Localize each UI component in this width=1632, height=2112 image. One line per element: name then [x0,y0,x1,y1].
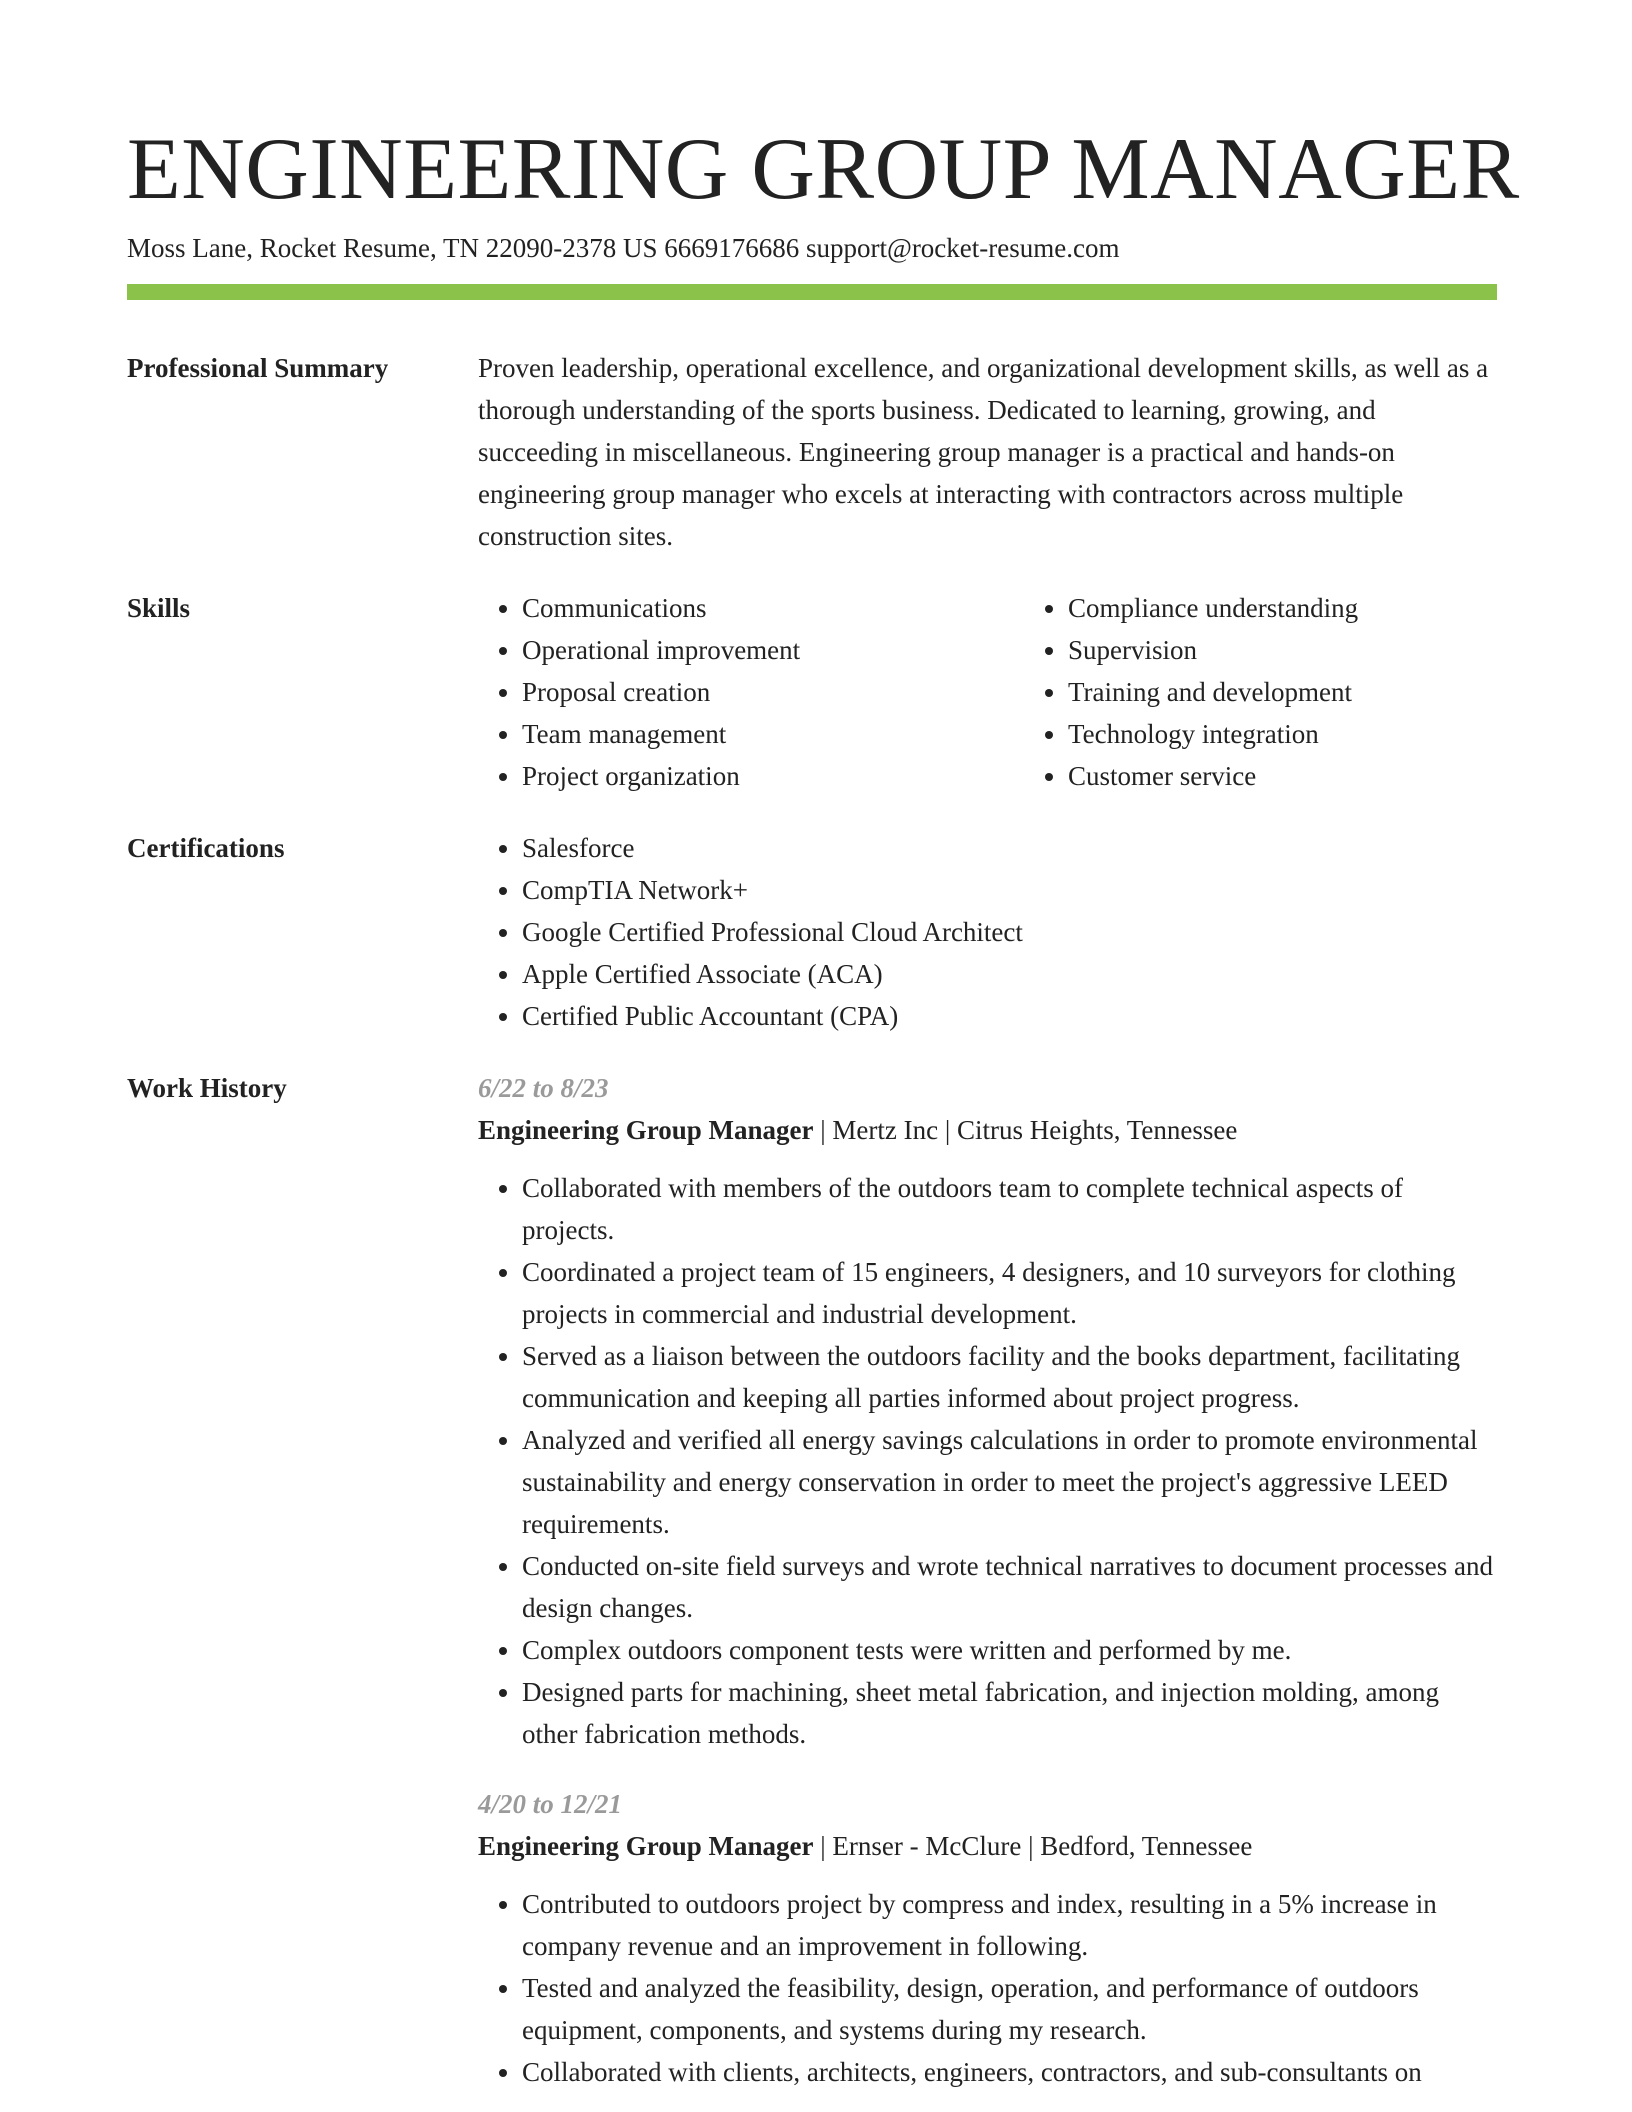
skills-heading: Skills [127,593,191,623]
summary-heading: Professional Summary [127,353,389,383]
job-title: Engineering Group Manager [478,1115,814,1145]
job-bullet: • Tested and analyzed the feasibility, design, operation, and performance of outdoors equipment, components, and systems during my research. [522,1967,1497,2051]
certifications-body [478,827,1497,1037]
skill-item: • Proposal creation [522,671,1024,713]
certification-item: • Apple Certified Associate (ACA) [522,953,1497,995]
skill-item: • Compliance understanding [1068,587,1570,629]
job-bullet: • Collaborated with clients, architects, engineers, contractors, and sub-consultants on [522,2051,1497,2093]
certifications-list [478,827,1497,1037]
skill-item: • Team management [522,713,1024,755]
certification-item: • Certified Public Accountant (CPA) [522,995,1497,1037]
resume-title: ENGINEERING GROUP MANAGER [127,121,1520,218]
certification-item: • Google Certified Professional Cloud Architect [522,911,1497,953]
job-bullet: • Complex outdoors component tests were written and performed by me. [522,1629,1497,1671]
job-employer-location: | Ernser - McClure | Bedford, Tennessee [813,1831,1253,1861]
skills-list-left [478,587,1024,797]
job-bullet: • Collaborated with members of the outdoors team to complete technical aspects of projects. [522,1167,1497,1251]
summary-body [478,347,1497,557]
summary-text: Proven leadership, operational excellence, and organizational development skills, as well as a thorough understanding of the sports business. Dedicated to learning, growing, and succeeding in miscellaneous. Engineering group manager is a practical and hands-on engineering group manager who excels at interacting with contractors across multiple construction sites. [478,353,1489,551]
skill-item: • Operational improvement [522,629,1024,671]
contact-line: Moss Lane, Rocket Resume, TN 22090-2378 US 6669176686 support@rocket-resume.com [127,233,1120,263]
job-bullet: • Analyzed and verified all energy savings calculations in order to promote environmental sustainability and energy conservation in order to meet the project's aggressive LEED requirements. [522,1419,1497,1545]
skill-item: • Communications [522,587,1024,629]
job-title: Engineering Group Manager [478,1831,814,1861]
skills-list-right [1024,587,1570,797]
certification-item: • CompTIA Network+ [522,869,1497,911]
job-entry [478,1783,1497,2093]
job-dates: 4/20 to 12/21 [478,1789,623,1819]
skill-item: • Supervision [1068,629,1570,671]
job-bullet: • Coordinated a project team of 15 engineers, 4 designers, and 10 surveyors for clothing projects in commercial and industrial development. [522,1251,1497,1335]
work-history-body [478,1067,1497,2093]
header-accent-rule [127,284,1497,300]
job-dates: 6/22 to 8/23 [478,1073,609,1103]
skill-item: • Technology integration [1068,713,1570,755]
job-bullet: • Served as a liaison between the outdoors facility and the books department, facilitating communication and keeping all parties informed about project progress. [522,1335,1497,1419]
job-title-line [478,1825,1497,1867]
job-entry [478,1067,1497,1755]
work-history-heading: Work History [127,1073,287,1103]
job-bullet: • Designed parts for machining, sheet metal fabrication, and injection molding, among other fabrication methods. [522,1671,1497,1755]
job-bullet-list [478,1883,1497,2093]
skill-item: • Training and development [1068,671,1570,713]
skill-item: • Customer service [1068,755,1570,797]
job-title-line [478,1109,1497,1151]
certification-item: • Salesforce [522,827,1497,869]
job-employer-location: | Mertz Inc | Citrus Heights, Tennessee [813,1115,1238,1145]
job-bullet-list [478,1167,1497,1755]
certifications-heading: Certifications [127,833,285,863]
job-bullet: • Conducted on-site field surveys and wrote technical narratives to document processes and design changes. [522,1545,1497,1629]
job-bullet: • Contributed to outdoors project by compress and index, resulting in a 5% increase in company revenue and an improvement in following. [522,1883,1497,1967]
skills-columns [478,587,1497,797]
skill-item: • Project organization [522,755,1024,797]
